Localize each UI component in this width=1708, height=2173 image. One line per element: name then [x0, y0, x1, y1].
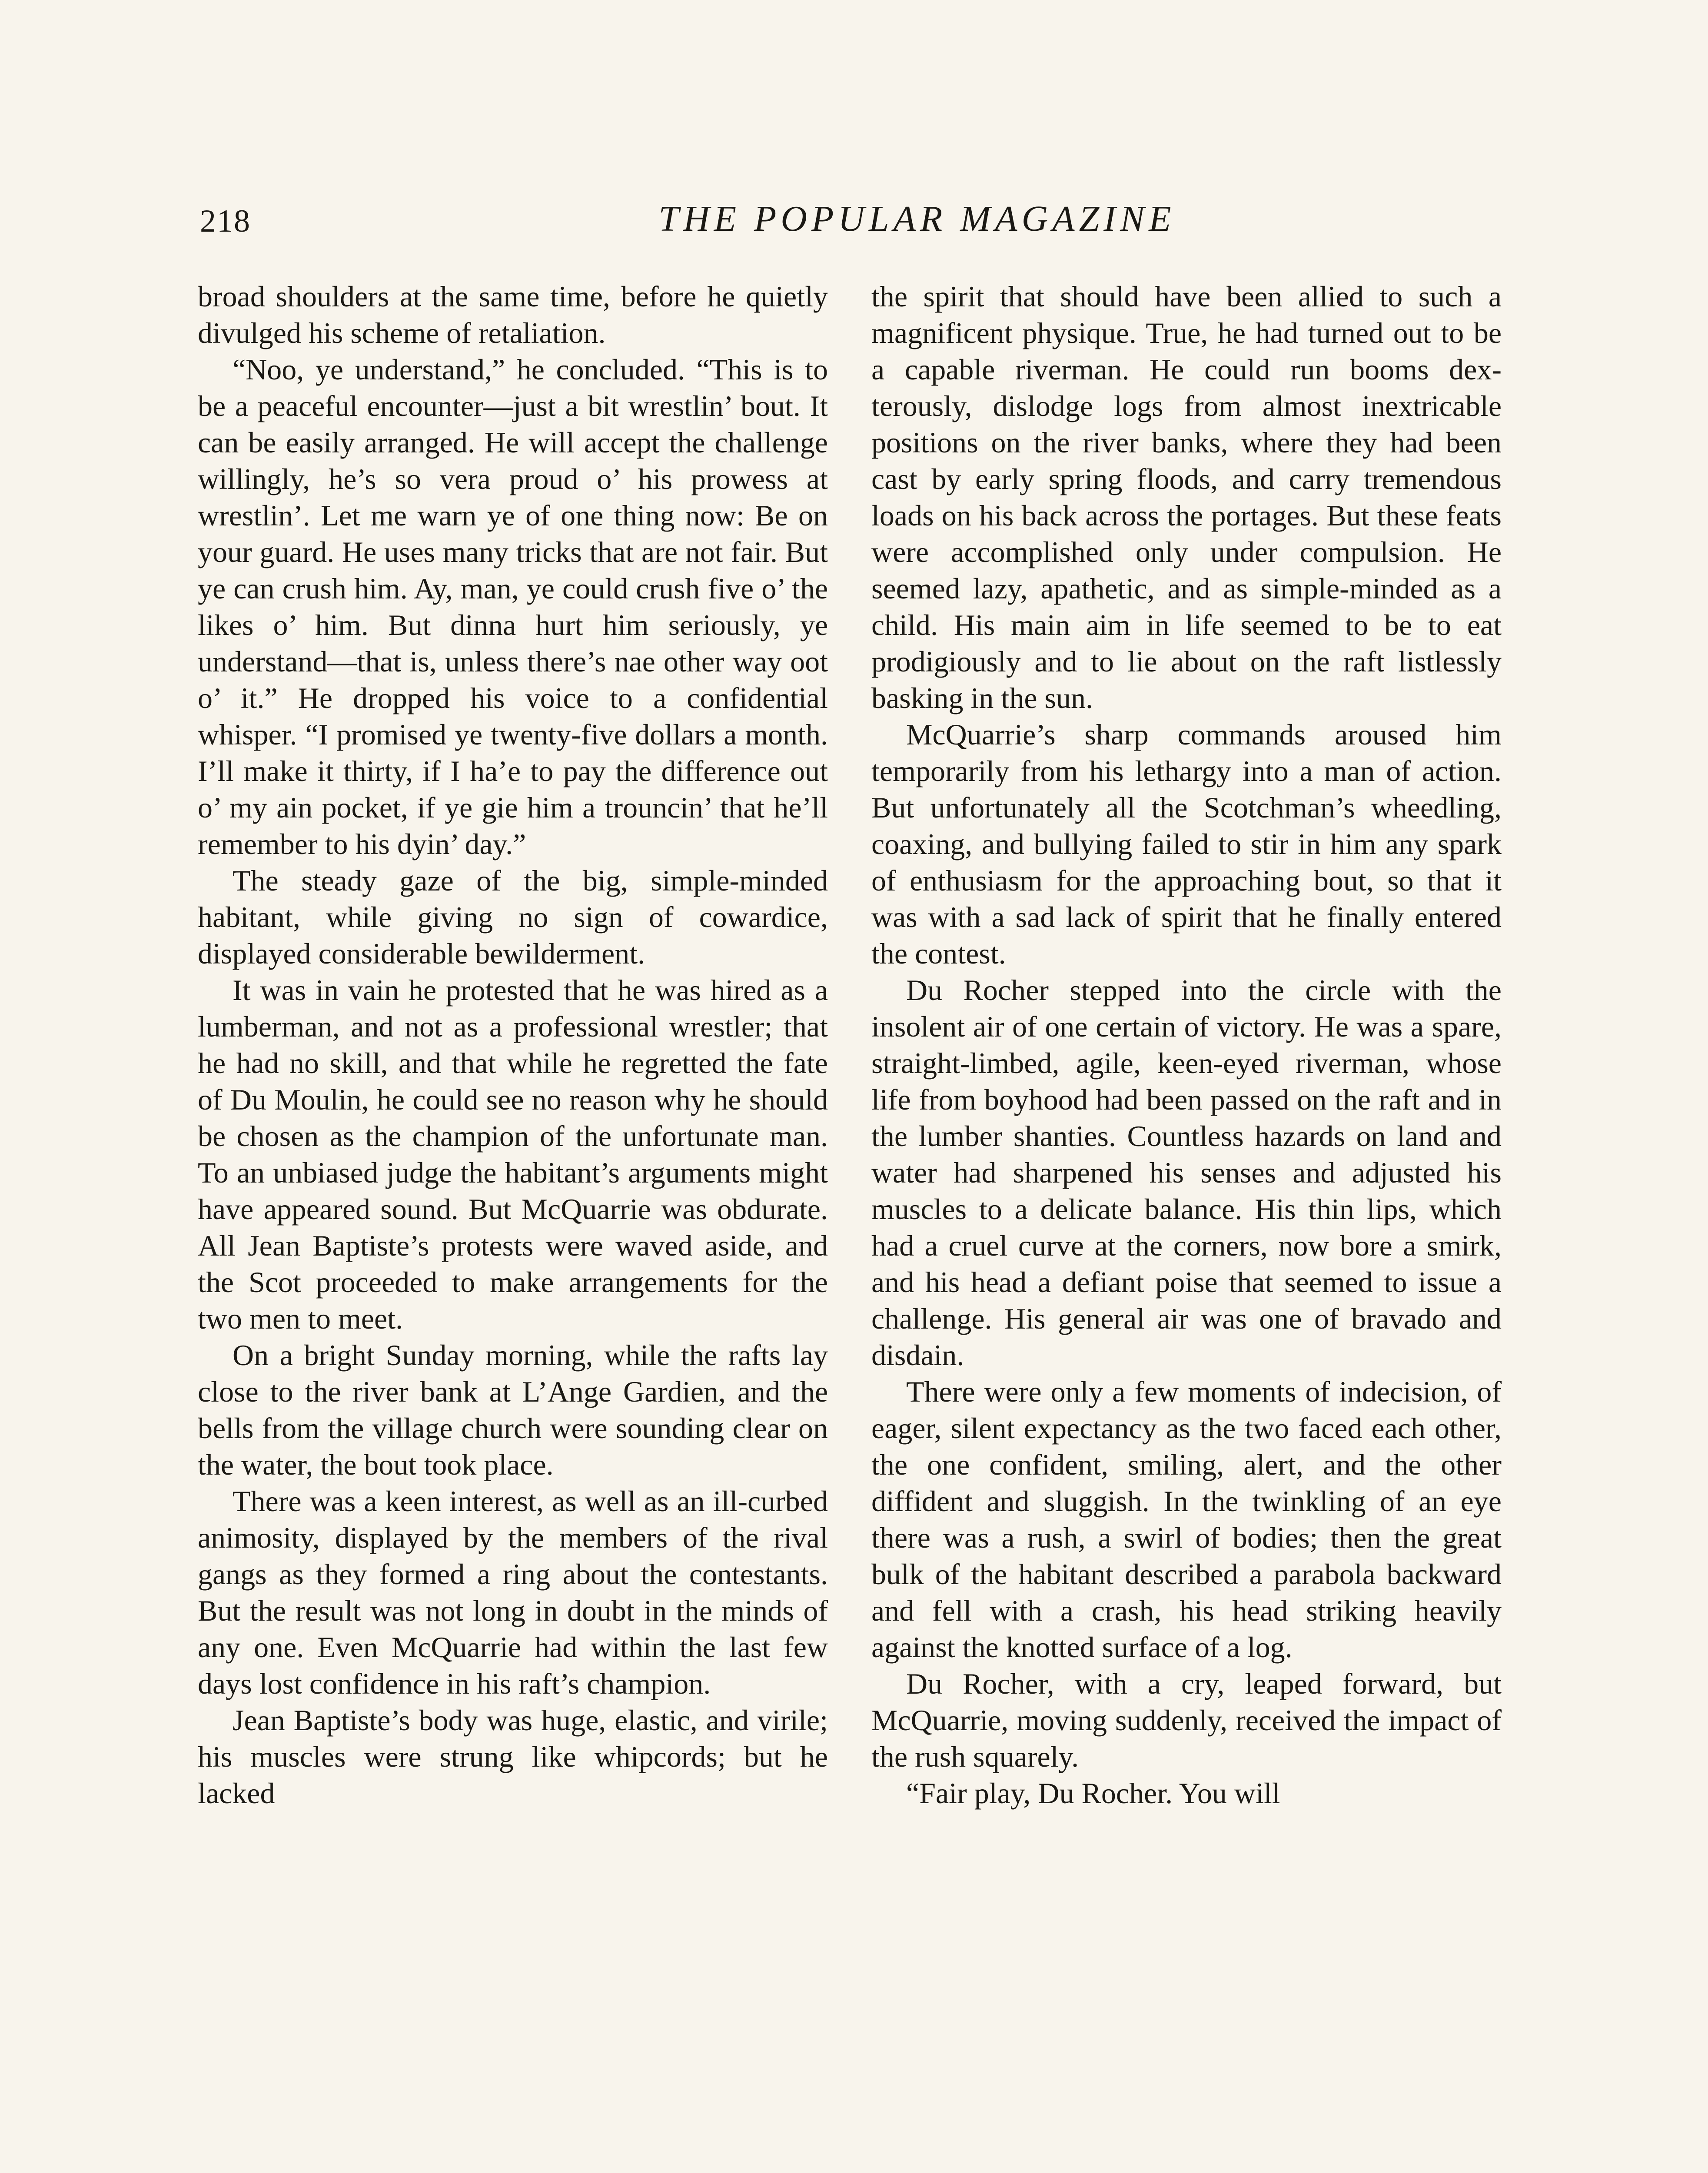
page-header: [200, 198, 1504, 246]
paragraph: “Noo, ye understand,” he concluded. “This is to be a peaceful encounter—just a bit wrestlin’ bout. It can be easily arranged. He will accept the challenge willingly, he’s so vera proud o’ his prowess at wrestlin’. Let me warn ye of one thing now: Be on your guard. He uses many tricks that are not fair. But ye can crush him. Ay, man, ye could crush five o’ the likes o’ him. But dinna hurt him seriously, ye understand—that is, unless there’s nae other way oot o’ it.” He dropped his voice to a confidential whisper. “I promised ye twenty-five dollars a month. I’ll make it thirty, if I ha’e to pay the difference out o’ my ain pocket, if ye gie him a trouncin’ that he’ll remember to his dyin’ day.”: [198, 353, 828, 861]
paragraph: Du Rocher, with a cry, leaped forward, but McQuarrie, moving suddenly, received the impact of the rush squarely.: [871, 1667, 1502, 1773]
paragraph: “Fair play, Du Rocher. You will: [906, 1777, 1280, 1810]
paragraph: On a bright Sunday morning, while the rafts lay close to the river bank at L’Ange Gardien, and the bells from the village church were sounding clear on the water, the bout took place.: [198, 1339, 828, 1481]
paragraph: broad shoulders at the same time, before he quietly divulged his scheme of retaliation.: [198, 280, 828, 349]
paragraph: McQuarrie’s sharp commands aroused him temporarily from his lethargy into a man of action. But unfortunately all the Scotchman’s wheedling, coaxing, and bullying failed to stir in him any spark of enthusiasm for the approaching bout, so that it was with a sad lack of spirit that he finally entered the contest.: [871, 718, 1502, 970]
paragraph: There was a keen interest, as well as an ill-curbed animosity, displayed by the members of the rival gangs as they formed a ring about the contestants. But the result was not long in doubt in the minds of any one. Even McQuarrie had within the last few days lost confidence in his raft’s champion.: [198, 1485, 828, 1700]
right-column: [871, 278, 1502, 1811]
paragraph: It was in vain he protested that he was hired as a lumberman, and not as a professional wrestler; that he had no skill, and that while he regretted the fate of Du Moulin, he could see no reason why he should be chosen as the champion of the unfortunate man. To an unbiased judge the habitant’s arguments might have appeared sound. But McQuarrie was obdurate. All Jean Baptiste’s protests were waved aside, and the Scot proceeded to make arrangements for the two men to meet.: [198, 974, 828, 1335]
paragraph: There were only a few moments of indecision, of eager, silent expectancy as the two faced each other, the one confident, smiling, alert, and the other diffident and sluggish. In the twinkling of an eye there was a rush, a swirl of bodies; then the great bulk of the habitant described a parabola backward and fell with a crash, his head striking heavily against the knotted surface of a log.: [871, 1375, 1502, 1664]
paragraph: Jean Baptiste’s body was huge, elastic, and virile; his muscles were strung like whipcords; but he lacked: [198, 1704, 828, 1810]
paragraph: the spirit that should have been allied to such a magnificent physique. True, he had turned out to be a capable riverman. He could run booms dexterously, dislodge logs from almost inextricable positions on the river banks, where they had been cast by early spring floods, and carry tremendous loads on his back across the portages. But these feats were accomplished only under compulsion. He seemed lazy, apathetic, and as simple-minded as a child. His main aim in life seemed to be to eat prodigiously and to lie about on the raft listlessly basking in the sun.: [871, 280, 1502, 714]
running-title: THE POPULAR MAGAZINE: [658, 199, 1176, 239]
left-column: [198, 278, 828, 1811]
page-number: 218: [200, 203, 251, 239]
paragraph: Du Rocher stepped into the circle with the insolent air of one certain of victory. He was a spare, straight-limbed, agile, keen-eyed riverman, whose life from boyhood had been passed on the raft and in the lumber shanties. Countless hazards on land and water had sharpened his senses and adjusted his muscles to a delicate balance. His thin lips, which had a cruel curve at the corners, now bore a smirk, and his head a defiant poise that seemed to issue a challenge. His general air was one of bravado and disdain.: [871, 974, 1502, 1372]
paragraph: The steady gaze of the big, simple-minded habitant, while giving no sign of cowardice, displayed considerable bewilderment.: [198, 864, 828, 970]
